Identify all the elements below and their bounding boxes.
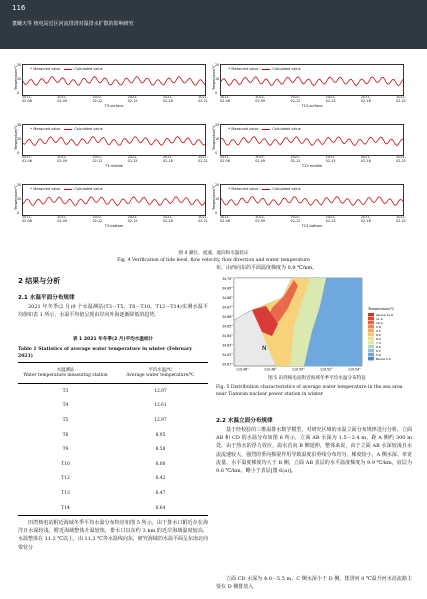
- y-axis-label: Temperature/℃: [14, 185, 18, 210]
- y-tick-label: 20: [215, 183, 220, 187]
- x-tick-labels: [22, 95, 208, 103]
- legend-value: 9.2: [376, 329, 381, 333]
- table-row: [18, 413, 208, 428]
- legend-swatch: [368, 317, 374, 320]
- legend-value: 6.2: [376, 349, 381, 353]
- latitude-label: 34.68°: [222, 296, 233, 300]
- x-tick-label: 2021- 02-18: [162, 215, 173, 223]
- y-tick-label: 0: [215, 151, 218, 155]
- station-cell: T10: [61, 461, 70, 467]
- section-2-1-title: 2.1 水温平面分布规律: [18, 295, 75, 301]
- y-axis-label: Temperature/℃: [212, 65, 216, 90]
- y-axis-label: Temperature/℃: [212, 125, 216, 150]
- x-tick-labels: [220, 95, 406, 103]
- table-1-col-temp-en: Average water temperature/℃: [126, 373, 195, 378]
- legend-swatch: [368, 341, 374, 344]
- y-tick-label: 20: [215, 63, 220, 67]
- legend: [228, 66, 301, 71]
- y-tick-label: 30: [17, 123, 22, 127]
- legend-swatch: [368, 313, 374, 316]
- right-top-text: 布，由西向东的平面温度梯度为 0.9 ℃/km。: [216, 265, 318, 271]
- panel-title: T13 bottom: [301, 224, 323, 228]
- temperature-cell: 6.47: [155, 490, 166, 496]
- longitude-label: 119.52°: [320, 367, 333, 371]
- x-tick-label: 2021- 02-06: [22, 95, 32, 103]
- y-tick-label: 0: [215, 91, 218, 95]
- legend-value: 5.6: [376, 353, 381, 357]
- y-tick-label: 20: [215, 123, 220, 127]
- figure-5-svg: [222, 276, 418, 371]
- x-tick-label: 2021- 02-09: [255, 155, 266, 163]
- measured-series: [23, 137, 205, 146]
- legend-title: Temperature/℃: [368, 307, 395, 311]
- legend-measured: Measured value: [32, 67, 61, 71]
- y-tick-label: 20: [17, 197, 22, 201]
- table-1-title-en: Table 1 Statistics of average water temperature in winter (February 2021): [18, 347, 193, 359]
- y-axis-label: Temperature/℃: [212, 185, 216, 210]
- figure-5-lon-labels: [236, 368, 361, 372]
- y-tick-label: 0: [17, 91, 20, 95]
- x-tick-labels: [22, 215, 208, 223]
- legend: [30, 66, 103, 71]
- x-tick-label: 2021- 02-12: [92, 95, 103, 103]
- calculated-line-swatch: [262, 189, 270, 190]
- legend-value: Below 5.0: [376, 357, 391, 361]
- running-title: 董曦天等 核电站近区河流排涝对温排水扩散的影响研究: [12, 21, 134, 27]
- legend-value: 7.4: [376, 341, 381, 345]
- x-tick-label: 2021- 02-21: [396, 215, 406, 223]
- table-1-body: [18, 384, 208, 516]
- x-tick-label: 2021- 02-21: [198, 155, 208, 163]
- legend: [30, 126, 103, 131]
- legend-swatch: [368, 333, 374, 336]
- latitude-label: 34.66°: [222, 315, 233, 319]
- left-paragraph-2: 田湾核电站附近海域冬季平均水温分布特征如图 5 所示，由于排水口附近存在海洋且水深较浅，附近海域整体升温较快，排水口以东约 3 km 的近岸海域温度较高，水温整体在 11.2 ℃以上，由 11.2 ℃等水温线向东，研究海域的水温平面呈东南北向带状分: [18, 520, 208, 551]
- table-1: [18, 362, 208, 516]
- figure-5-map: [222, 276, 418, 371]
- x-tick-label: 2021- 02-06: [22, 155, 32, 163]
- station-cell: T4: [62, 403, 69, 409]
- x-tick-label: 2021- 02-18: [360, 155, 371, 163]
- temperature-cell: 12.61: [154, 403, 167, 409]
- station-cell: T14: [61, 505, 70, 511]
- figure-5-lat-labels: [222, 277, 233, 367]
- calculated-series: [23, 137, 205, 146]
- x-tick-label: 2021- 02-06: [220, 155, 230, 163]
- legend-value: 8.6: [376, 333, 381, 337]
- x-tick-label: 2021- 02-15: [325, 95, 336, 103]
- x-tick-label: 2021- 02-12: [290, 95, 301, 103]
- station-cell: T5: [62, 417, 69, 423]
- legend-value: 9.8: [376, 325, 381, 329]
- legend-calculated: Calculated value: [74, 187, 103, 191]
- calculated-series: [221, 137, 403, 146]
- x-tick-label: 2021- 02-21: [396, 155, 406, 163]
- section-2-2-paragraph-2: 立面 CD 水深为 4.0－5.5 m，C 侧水深小于 D 侧，排涝河 0 ℃温升河水沿流路主要在 D 侧排放入: [216, 576, 412, 591]
- x-tick-label: 2021- 02-15: [127, 95, 138, 103]
- figure-4-panel: [212, 120, 412, 172]
- calculated-series: [23, 197, 205, 206]
- latitude-label: 34.70°: [222, 277, 233, 281]
- figure-4-panel: [14, 180, 214, 232]
- calculated-line-swatch: [262, 69, 270, 70]
- x-tick-label: 2021- 02-06: [22, 215, 32, 223]
- latitude-label: 34.65°: [222, 324, 233, 329]
- calculated-line-swatch: [64, 129, 72, 130]
- legend-value: Above 11.6: [376, 313, 394, 317]
- legend-swatch: [368, 329, 374, 332]
- y-tick-label: 0: [17, 211, 20, 215]
- x-tick-label: 2021- 02-15: [325, 215, 336, 223]
- y-tick-label: 20: [17, 77, 22, 81]
- legend-value: 8.0: [376, 337, 381, 341]
- table-row: [18, 472, 208, 487]
- x-tick-label: 2021- 02-09: [57, 215, 68, 223]
- y-tick-label: 10: [215, 197, 220, 201]
- legend-calculated: Calculated value: [272, 127, 301, 131]
- x-tick-label: 2021- 02-15: [325, 155, 336, 163]
- x-tick-label: 2021- 02-09: [57, 155, 68, 163]
- measured-series: [221, 137, 403, 146]
- x-tick-label: 2021- 02-21: [396, 95, 406, 103]
- figure-5-legend: [367, 307, 395, 361]
- legend-measured: Measured value: [32, 187, 61, 191]
- latitude-label: 34.62°: [222, 353, 233, 357]
- legend-swatch: [368, 321, 374, 324]
- legend-measured: Measured value: [230, 67, 259, 71]
- temperature-cell: 12.97: [154, 417, 167, 423]
- temperature-cell: 8.06: [155, 461, 166, 467]
- y-tick-label: 0: [17, 151, 20, 155]
- measured-marker: •: [228, 186, 231, 191]
- y-tick-label: 30: [17, 63, 22, 67]
- table-row: [18, 399, 208, 414]
- legend-calculated: Calculated value: [74, 67, 103, 71]
- longitude-label: 119.54°: [348, 367, 361, 371]
- x-tick-label: 2021- 02-12: [290, 155, 301, 163]
- x-tick-label: 2021- 02-12: [290, 215, 301, 223]
- x-tick-label: 2021- 02-15: [127, 155, 138, 163]
- measured-marker: •: [30, 186, 33, 191]
- latitude-label: 34.64°: [222, 334, 233, 338]
- measured-marker: •: [30, 126, 33, 131]
- measured-marker: •: [228, 126, 231, 131]
- y-tick-label: 0: [215, 211, 218, 215]
- legend-measured: Measured value: [230, 127, 259, 131]
- y-axis-label: Temperature/℃: [14, 125, 18, 150]
- x-tick-label: 2021- 02-12: [92, 155, 103, 163]
- y-tick-label: 30: [17, 183, 22, 187]
- table-row: [18, 457, 208, 472]
- station-cell: T13: [61, 490, 70, 496]
- table-row: [18, 486, 208, 501]
- measured-marker: •: [228, 66, 231, 71]
- figure-4-panel: [14, 120, 214, 172]
- legend-calculated: Calculated value: [272, 187, 301, 191]
- station-cell: T8: [62, 432, 69, 438]
- header-bar: [0, 0, 427, 49]
- calculated-series: [23, 77, 205, 86]
- table-row: [18, 442, 208, 457]
- table-1-col-station: [18, 363, 113, 384]
- table-1-col-temperature: [113, 363, 208, 384]
- legend-swatch: [368, 337, 374, 340]
- figure-4-caption-en: Fig. 4 Verification of tide level, flow velocity, flow direction and water temperature: [117, 258, 310, 263]
- x-tick-label: 2021- 02-21: [198, 95, 208, 103]
- table-1-col-station-en: Water temperature measuring station: [23, 373, 108, 378]
- y-tick-label: 10: [215, 77, 220, 81]
- calculated-line-swatch: [262, 129, 270, 130]
- latitude-label: 34.61°: [222, 362, 233, 367]
- x-tick-labels: [220, 215, 406, 223]
- x-tick-label: 2021- 02-18: [162, 95, 173, 103]
- legend-value: 10.4: [376, 321, 383, 325]
- latitude-label: 34.69°: [222, 286, 233, 291]
- page-number: 116: [12, 4, 26, 12]
- panel-title: T3 bottom: [104, 224, 124, 228]
- calculated-line-swatch: [64, 69, 72, 70]
- x-tick-labels: [220, 155, 406, 163]
- temperature-cell: 6.64: [155, 505, 166, 511]
- legend-swatch: [368, 353, 374, 356]
- panel-title: T3 middle: [105, 164, 123, 168]
- y-axis-label: Temperature/℃: [14, 65, 18, 90]
- legend-value: 6.8: [376, 345, 381, 349]
- panel-title: T13 middle: [301, 164, 323, 168]
- table-1-col-temp-cn: 平均水温/℃: [148, 368, 173, 373]
- x-tick-label: 2021- 02-15: [127, 215, 138, 223]
- legend-measured: Measured value: [230, 187, 259, 191]
- legend-swatch: [368, 345, 374, 348]
- calculated-line-swatch: [64, 189, 72, 190]
- legend-swatch: [368, 325, 374, 328]
- y-tick-label: 10: [215, 137, 220, 141]
- measured-marker: •: [30, 66, 33, 71]
- station-cell: T9: [62, 447, 69, 453]
- figure-4-panel: [212, 180, 412, 232]
- table-1-col-station-cn: 水温测站: [56, 368, 75, 373]
- legend-measured: Measured value: [32, 127, 61, 131]
- section-2-2-paragraph: 基于经校验的三维温排水数学模型，对研究区域的水温立面分布规律进行分析。立面 AB 和 CD 的水温分布如图 6 所示，立面 AB 水深为 1.5－2.4 m，距 A 侧约 300 m 处，由于热水的浮力效应，温水首向 B 侧延伸，整体来说，由于立面 AB 水深较浅且水流流速较大，强烈的垂向掺混作用导致温度沿垂线分布均匀，梯度较小，A 侧水深、单宽流量、水平温度梯度均大于 B 侧，立面 AB 表层的水平温度梯度为 9.9 ℃/km，底层为 9.6 ℃/km，略小于表层[图 6(a)]。: [216, 427, 412, 475]
- x-tick-label: 2021- 02-18: [360, 215, 371, 223]
- x-tick-label: 2021- 02-18: [162, 155, 173, 163]
- calculated-series: [221, 77, 403, 86]
- legend: [228, 126, 301, 131]
- x-tick-label: 2021- 02-06: [220, 95, 230, 103]
- x-tick-label: 2021- 02-18: [360, 95, 371, 103]
- x-tick-label: 2021- 02-21: [198, 215, 208, 223]
- table-row: [18, 501, 208, 516]
- section-2-1-paragraph: 2021 年冬季(2 月)9 个水温测站(T3－T5、T8－T10、T12－T14)实测水温平均值如表 1 所示，水温平均值呈现由岸向外海逐渐降低的趋势。: [18, 304, 208, 319]
- calculated-series: [221, 197, 403, 206]
- station-cell: T12: [61, 476, 70, 482]
- legend: [228, 186, 301, 191]
- section-2-title: 2 结果与分析: [18, 277, 61, 285]
- x-tick-label: 2021- 02-12: [92, 215, 103, 223]
- table-1-title-cn: 表 1 2021 年冬季(2 月)平均水温统计: [72, 337, 154, 342]
- legend-swatch: [368, 357, 374, 360]
- station-cell: T3: [62, 388, 69, 394]
- table-row: [18, 428, 208, 443]
- figure-4-panel: [212, 60, 412, 112]
- measured-series: [221, 77, 403, 86]
- latitude-label: 34.63°: [222, 343, 233, 348]
- figure-5-caption-cn: 图 5 田湾核电站附近海域冬季平均水温分布特征: [268, 376, 366, 381]
- figure-4-panel: [14, 60, 214, 112]
- section-2-2-title: 2.2 水温立面分布规律: [216, 418, 273, 424]
- legend-calculated: Calculated value: [272, 67, 301, 71]
- x-tick-label: 2021- 02-06: [220, 215, 230, 223]
- figure-4-caption-cn: 图 4 潮位、流速、流向和水温验证: [178, 251, 249, 256]
- north-label: N: [262, 345, 267, 352]
- x-tick-label: 2021- 02-09: [57, 95, 68, 103]
- panel-title: T13 surface: [301, 104, 323, 108]
- latitude-label: 34.67°: [222, 305, 233, 310]
- table-row: [18, 384, 208, 399]
- x-tick-label: 2021- 02-09: [255, 95, 266, 103]
- temperature-cell: 6.42: [155, 476, 166, 482]
- legend-calculated: Calculated value: [74, 127, 103, 131]
- temperature-cell: 12.97: [154, 388, 167, 394]
- figure-5-caption-en: Fig. 5 Distribution characteristics of average water temperature in the sea area near Tianwan nuclear power station in winter: [216, 385, 403, 398]
- legend: [30, 186, 103, 191]
- panel-title: T3 surface: [104, 104, 124, 108]
- longitude-label: 119.46°: [236, 367, 249, 371]
- legend-swatch: [368, 349, 374, 352]
- x-tick-label: 2021- 02-09: [255, 215, 266, 223]
- legend-value: 11.0: [376, 317, 383, 321]
- longitude-label: 119.50°: [292, 367, 305, 371]
- longitude-label: 119.48°: [264, 367, 277, 371]
- x-tick-labels: [22, 155, 208, 163]
- temperature-cell: 8.95: [155, 432, 166, 438]
- y-tick-label: 20: [17, 137, 22, 141]
- temperature-cell: 8.58: [155, 447, 166, 453]
